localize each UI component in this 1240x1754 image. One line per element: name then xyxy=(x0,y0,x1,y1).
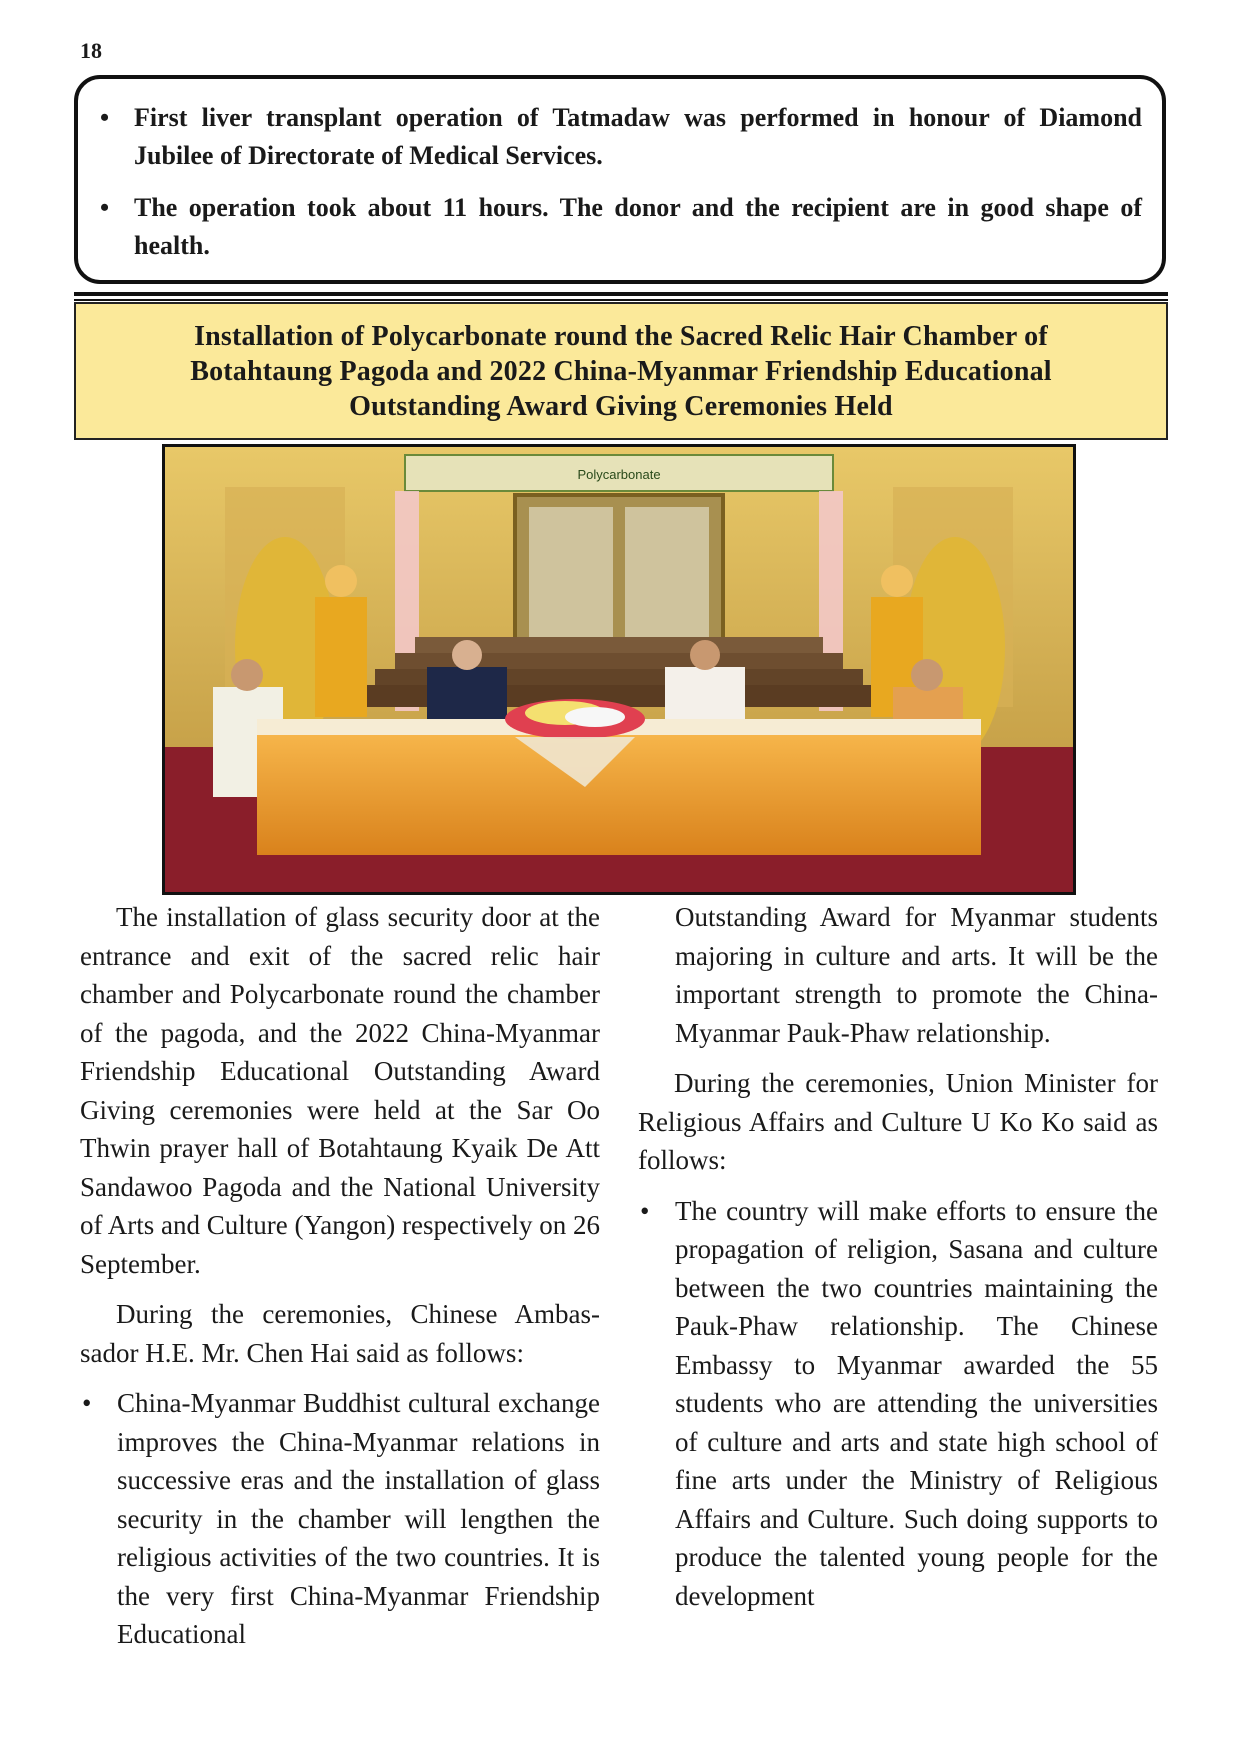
person-1 xyxy=(427,667,507,727)
summary-box xyxy=(74,75,1166,284)
article-bullet-list xyxy=(638,1192,1158,1616)
page-number: 18 xyxy=(80,38,102,63)
article-bullet-list xyxy=(80,1384,600,1654)
divider-thin xyxy=(74,299,1168,301)
article-bullet: • China-Myanmar Buddhist cultural exchange improves the China-Myanmar relations in successive eras and the installation of glass security in the chamber will lengthen the religious activities of the two countries. It is the very first China-Myanmar Friendship Educational xyxy=(80,1384,600,1654)
article-bullet: • The country will make efforts to ensure the propagation of religion, Sasana and culture between the two countries maintaining the Pauk-Phaw relationship. The Chinese Embassy to Myanmar awarded the 55 students who are attending the universities of culture and arts and state high school of fine arts under the Ministry of Religious Affairs and Culture. Such doing supports to produce the talented young people for the development xyxy=(638,1192,1158,1616)
summary-list xyxy=(98,99,1142,265)
person-2 xyxy=(665,667,745,727)
divider-thick xyxy=(74,292,1168,296)
article-paragraph: During the ceremonies, Chinese Ambassador H.E. Mr. Chen Hai said as follows: xyxy=(80,1299,600,1368)
article-paragraph: The installation of glass security door at the entrance and exit of the sacred relic hair chamber and Polycarbonate round the chamber of the pagoda, and the 2022 China-Myanmar Friendship Educational Outstanding Award Giving ceremonies were held at the Sar Oo Thwin prayer hall of Botahtaung Kyaik De Att Sandawoo Pagoda and the National University of Arts and Culture (Yangon) respectively on 26 September. xyxy=(80,902,600,1279)
ceremony-photo xyxy=(162,444,1076,895)
article-paragraph: During the ceremonies, Union Minister for Religious Affairs and Culture U Ko Ko said as follows: xyxy=(638,1068,1158,1175)
ceremony-photo-illustration xyxy=(165,447,1073,892)
headline-line: Outstanding Award Giving Ceremonies Held xyxy=(349,390,893,422)
article-column-right xyxy=(638,898,1158,1627)
article-column-left xyxy=(80,898,600,1666)
headline-line: Installation of Polycarbonate round the Sacred Relic Hair Chamber of xyxy=(194,320,1048,352)
banner-text: Polycarbonate xyxy=(577,467,661,482)
headline-box xyxy=(74,302,1168,440)
headline-line: Botahtaung Pagoda and 2022 China-Myanmar Friendship Educational xyxy=(190,355,1052,387)
article-headline xyxy=(190,319,1052,424)
summary-bullet: • First liver transplant operation of Tatmadaw was performed in honour of Diamond Jubilee of Directorate of Medical Services. xyxy=(98,99,1142,175)
article-bullet-continuation: Outstanding Award for Myanmar students majoring in culture and arts. It will be the important strength to promote the China-Myanmar Pauk-Phaw relationship. xyxy=(675,902,1158,1048)
summary-bullet: • The operation took about 11 hours. The donor and the recipient are in good shape of health. xyxy=(98,189,1142,265)
